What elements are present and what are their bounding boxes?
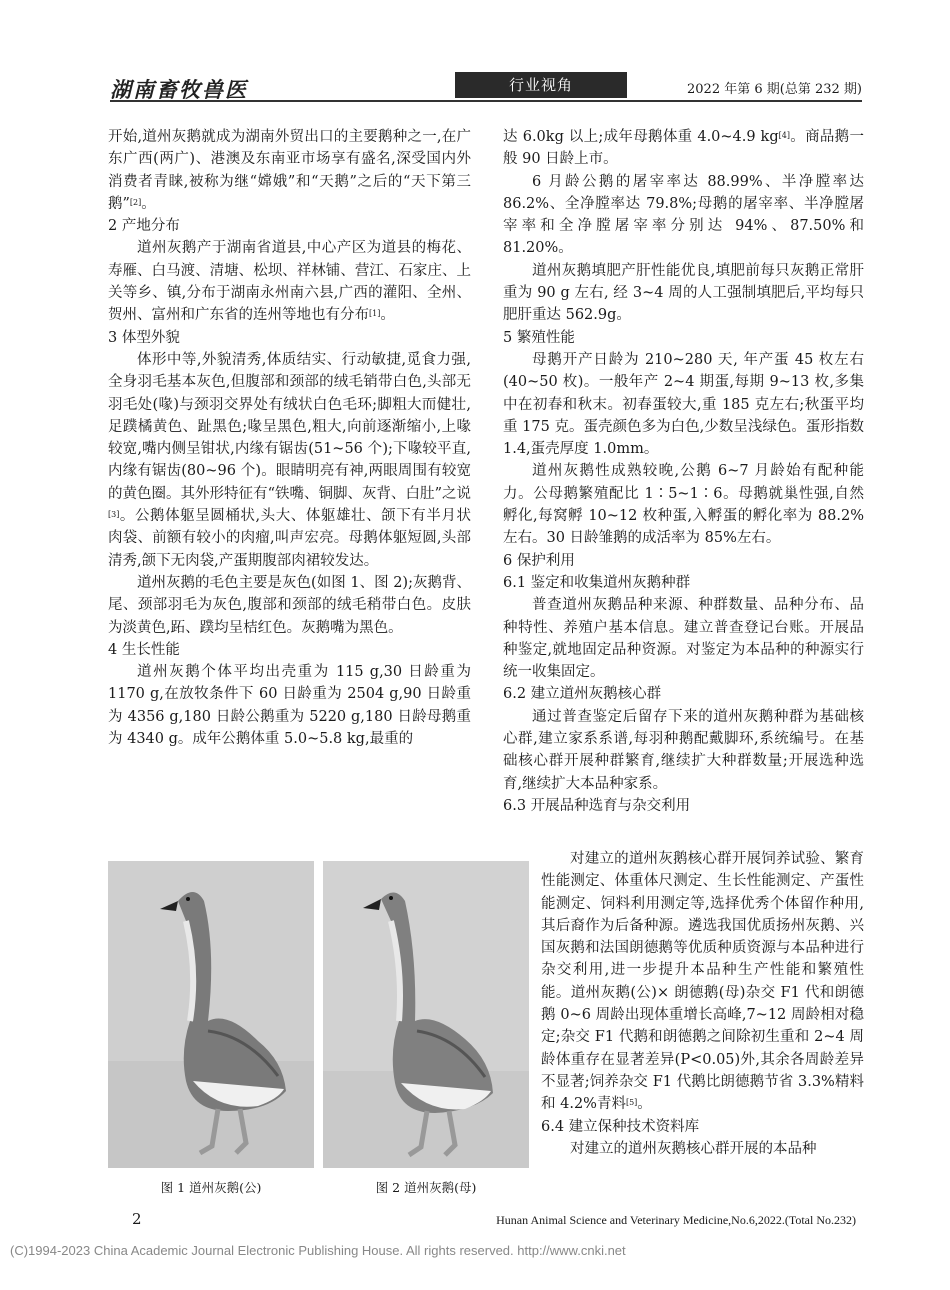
citation-ref: [5] [625,1098,638,1108]
paragraph-text: 道州灰鹅填肥产肝性能优良,填肥前每只灰鹅正常肝重为 90 g 左右, 经 3~4 周的人工强制填肥后,平均每只肥肝重达 562.9g。 [503,262,864,324]
paragraph-text: 6.1 鉴定和收集道州灰鹅种群 [503,574,691,591]
paragraph-text: 道州灰鹅性成熟较晚,公鹅 6~7 月龄始有配种能力。公母鹅繁殖配比 1∶5~1∶6。母鹅就巢性强,自然孵化,每窝孵 10~12 枚种蛋,入孵蛋的孵化率为 88.2%左右。30 日龄雏鹅的成活率为 85%左右。 [503,463,864,547]
citation-ref: [4] [778,131,790,140]
figure-1-caption: 图 1 道州灰鹅(公) [160,1180,262,1195]
paragraph-text: 体形中等,外貌清秀,体质结实、行动敏捷,觅食力强,全身羽毛基本灰色,但腹部和颈部的绒毛销带白色,头部无羽毛处(喙)与颈羽交界处有绒状白色毛环;脚粗大而健壮,足蹼橘黄色、趾黑色;喙呈黑色,粗大,向前逐渐缩小,上喙较宽,嘴内侧呈钳状,内缘有锯齿(51~56 个);下喙较平直,内缘有锯齿(80~96 个)。眼睛明亮有神,两眼周围有较宽的黄色圈。其外形特征有“铁嘴、铜脚、灰背、白肚”之说 [108,351,471,502]
paragraph [503,260,864,327]
figure-1-male-goose [108,861,314,1168]
section-heading [108,327,471,349]
section-heading [503,795,864,817]
paragraph-text: 3 体型外貌 [108,329,180,346]
paragraph-text: 6 保护利用 [503,552,575,569]
paragraph [503,171,864,260]
paragraph-text: 开始,道州灰鹅就成为湖南外贸出口的主要鹅种之一,在广东广西(两广)、港澳及东南亚市场享有盛名,深受国内外消费者青睐,被称为继“嫦娥”和“天鹅”之后的“天下第三鹅” [108,129,471,212]
paragraph-text: 5 繁殖性能 [503,329,575,346]
paragraph-continued [108,126,471,215]
journal-footer: Hunan Animal Science and Veterinary Medicine,No.6,2022.(Total No.232) [496,1213,856,1227]
paragraph [108,349,471,572]
header-rule [110,100,862,102]
paragraph [503,706,864,795]
paragraph-text: 道州灰鹅个体平均出壳重为 115 g,30 日龄重为 1170 g,在放牧条件下 60 日龄重为 2504 g,90 日龄重为 4356 g,180 日龄公鹅重为 5220 g,180 日龄母鹅重为 4340 g。成年公鹅体重 5.0~5.8 kg,最重的 [108,664,471,748]
section-label: 行业视角 [455,72,627,98]
paragraph-text: 达 6.0kg 以上;成年母鹅体重 4.0~4.9 kg [503,129,779,145]
paragraph-text: 6 月龄公鹅的屠宰率达 88.99%、半净膛率达 86.2%、全净膛率达 79.8%;母鹅的屠宰率、半净膛屠宰率和全净膛屠宰率分别达 94%、87.50%和 81.20%。 [503,173,864,257]
paragraph-text: 。公鹅体躯呈圆桶状,头大、体躯雄壮、颌下有半月状肉袋、前额有较小的肉瘤,叫声宏亮。母鹅体躯短圆,头部清秀,颌下无肉袋,产蛋期腹部肉裙较发达。 [108,508,471,569]
paragraph-text: 6.3 开展品种选育与杂交利用 [503,797,691,814]
goose-image [323,861,529,1168]
page-header [110,72,862,106]
section-heading [503,550,864,572]
paragraph-text: 道州灰鹅的毛色主要是灰色(如图 1、图 2);灰鹅背、尾、颈部羽毛为灰色,腹部和颈部的绒毛稍带白色。皮肤为淡黄色,跖、蹼均呈桔红色。灰鹅嘴为黑色。 [108,574,471,636]
issue-info: 2022 年第 6 期(总第 232 期) [687,82,862,97]
figure-2-caption: 图 2 道州灰鹅(母) [375,1180,477,1195]
paragraph [541,1138,864,1160]
paragraph-continued [503,126,864,171]
paragraph-text: 通过普查鉴定后留存下来的道州灰鹅种群为基础核心群,建立家系系谱,每羽种鹅配戴脚环,系统编号。在基础核心群开展种群繁育,继续扩大种群数量;开展选种选育,继续扩大本品种家系。 [503,708,864,792]
paragraph [108,661,471,750]
paragraph [503,349,864,460]
paragraph [503,460,864,549]
section-heading [541,1116,864,1138]
paragraph [108,572,471,639]
paragraph [503,594,864,683]
paragraph [108,237,471,326]
copyright-line: (C)1994-2023 China Academic Journal Electronic Publishing House. All rights reserved. http://www.cnki.net [10,1243,626,1258]
citation-ref: [2] [129,197,142,207]
paragraph-text: 。 [380,307,395,324]
journal-logo: 湖南畜牧兽医 [110,77,248,102]
left-column [108,126,471,750]
figure-2-female-goose [323,861,529,1168]
paragraph-text: 6.2 建立道州灰鹅核心群 [503,686,662,703]
citation-ref: [1] [369,309,381,319]
section-heading [503,683,864,705]
citation-ref: [3] [108,510,120,520]
section-heading [108,215,471,237]
paragraph-text: 。 [637,1096,652,1113]
paragraph-text: 6.4 建立保种技术资料库 [541,1118,700,1135]
paragraph-text: 。 [141,195,156,212]
paragraph [541,848,864,1116]
section-heading [503,327,864,349]
right-column [503,126,864,817]
goose-image [108,861,314,1168]
paragraph-text: 对建立的道州灰鹅核心群开展饲养试验、繁育性能测定、体重体尺测定、生长性能测定、产蛋性能测定、饲料利用测定等,选择优秀个体留作种用,其后裔作为后备种源。遴选我国优质扬州灰鹅、兴国灰鹅和法国朗德鹅等优质种质资源与本品种进行杂交利用,进一步提升本品种生产性能和繁殖性能。道州灰鹅(公)× 朗德鹅(母)杂交 F1 代和朗德鹅 0~6 周龄出现体重增长高峰,7~12 周龄相对稳定;杂交 F1 代鹅和朗德鹅之间除初生重和 2~4 周龄体重存在显著差异(P<0.05)外,其余各周龄差异不显著;饲养杂交 F1 代鹅比朗德鹅节省 3.3%精料和 4.2%青料 [541,851,864,1113]
paragraph-text: 对建立的道州灰鹅核心群开展的本品种 [570,1140,817,1157]
paragraph-text: 道州灰鹅产于湖南省道县,中心产区为道县的梅花、寿雁、白马渡、清塘、松坝、祥林铺、营江、石家庄、上关等乡、镇,分布于湖南永州南六县,广西的灌阳、全州、贺州、富州和广东省的连州等地也有分布 [108,240,471,324]
narrow-column [541,848,864,1160]
page-number: 2 [132,1210,142,1228]
paragraph-text: 普查道州灰鹅品种来源、种群数量、品种分布、品种特性、养殖户基本信息。建立普查登记台账。开展品种鉴定,就地固定品种资源。对鉴定为本品种的种源实行统一收集固定。 [503,597,864,681]
paragraph-text: 。商品鹅一般 90 日龄上市。 [503,129,864,168]
section-heading [503,572,864,594]
paragraph-text: 4 生长性能 [108,641,180,658]
paragraph-text: 2 产地分布 [108,218,180,235]
section-heading [108,639,471,661]
paragraph-text: 母鹅开产日龄为 210~280 天, 年产蛋 45 枚左右(40~50 枚)。一般年产 2~4 期蛋,每期 9~13 枚,多集中在初春和秋末。初春蛋较大,重 185 克左右;秋蛋平均重 175 克。蛋壳颜色多为白色,少数呈浅绿色。蛋形指数 1.4,蛋壳厚度 1.0mm。 [503,351,864,458]
